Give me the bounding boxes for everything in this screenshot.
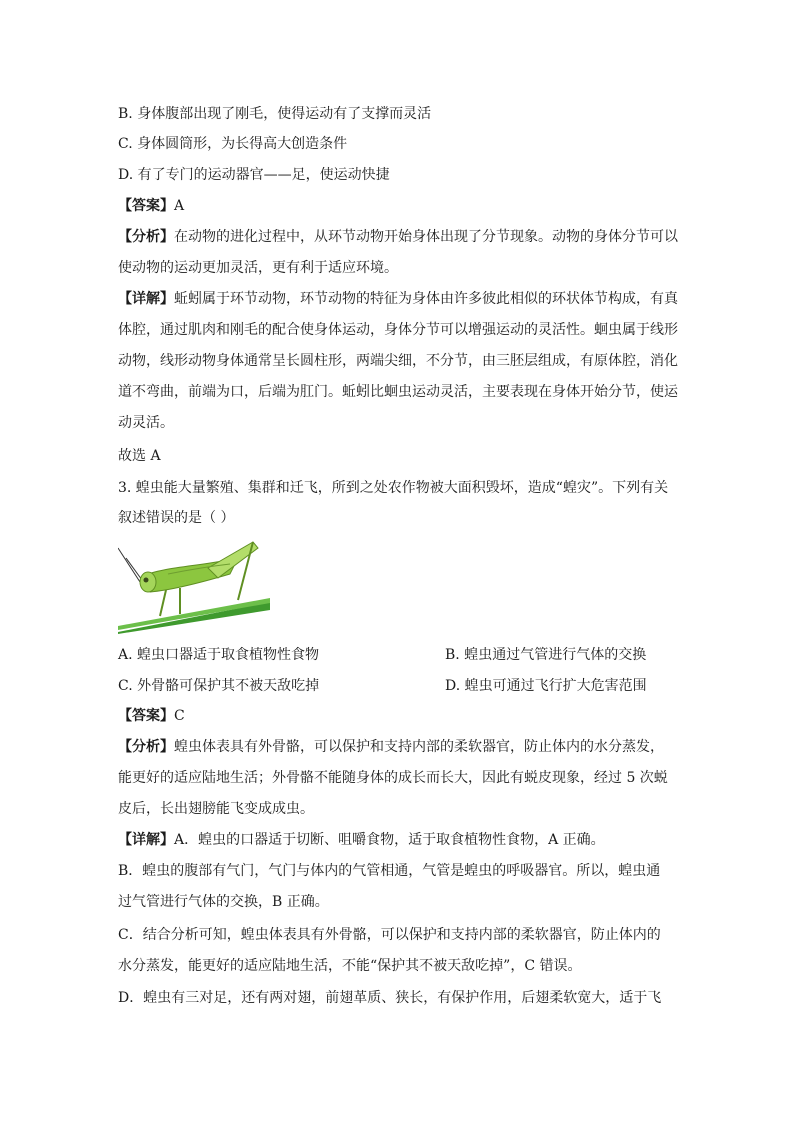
grasshopper-eye <box>144 578 149 583</box>
leaf-highlight <box>118 598 270 630</box>
antenna <box>126 558 142 580</box>
analysis-text: 在动物的进化过程中，从环节动物开始身体出现了分节现象。动物的身体分节可以 <box>174 229 678 245</box>
hind-leg <box>208 542 258 578</box>
grasshopper-image <box>118 540 270 634</box>
q2-detail-line4: 道不弯曲，前端为口，后端为肛门。蚯蚓比蛔虫运动灵活，主要表现在身体开始分节，使运 <box>118 384 678 400</box>
q3-detail-b1: B．蝗虫的腹部有气门，气门与体内的气管相通，气管是蝗虫的呼吸器官。所以，蝗虫通 <box>118 863 661 879</box>
detail-tag: 【详解】 <box>118 291 174 307</box>
analysis-tag: 【分析】 <box>118 229 174 245</box>
front-leg <box>160 590 166 616</box>
detail-tag: 【详解】 <box>118 832 174 848</box>
q2-option-d: D. 有了专门的运动器官——足，使运动快捷 <box>118 167 390 183</box>
q3-option-a: A. 蝗虫口器适于取食植物性食物 <box>118 647 320 663</box>
q2-option-c: C. 身体圆筒形，为长得高大创造条件 <box>118 136 348 152</box>
q3-option-b: B. 蝗虫通过气管进行气体的交换 <box>445 647 647 663</box>
grasshopper-head <box>140 572 156 592</box>
q2-detail-line2: 体腔，通过肌肉和刚毛的配合使身体运动，身体分节可以增强运动的灵活性。蛔虫属于线形 <box>118 322 678 338</box>
analysis-tag: 【分析】 <box>118 739 174 755</box>
detail-text: A．蝗虫的口器适于切断、咀嚼食物，适于取食植物性食物，A 正确。 <box>174 832 605 848</box>
q3-detail-c2: 水分蒸发，能更好的适应陆地生活，不能“保护其不被天敌吃掉”，C 错误。 <box>118 958 582 974</box>
q3-detail-b2: 过气管进行气体的交换，B 正确。 <box>118 894 329 910</box>
answer-value: C <box>174 708 185 724</box>
answer-tag: 【答案】 <box>118 198 174 214</box>
detail-text: 蚯蚓属于环节动物，环节动物的特征为身体由许多彼此相似的环状体节构成，有真 <box>174 291 678 307</box>
q2-detail-line1 <box>118 289 678 309</box>
q2-analysis-line2: 使动物的运动更加灵活，更有利于适应环境。 <box>118 260 398 276</box>
q2-conclusion: 故选 A <box>118 448 161 464</box>
q3-analysis-line1 <box>118 737 664 757</box>
q2-answer <box>118 196 184 216</box>
q3-detail-line1 <box>118 830 605 850</box>
q3-answer <box>118 706 185 726</box>
q2-detail-line5: 动灵活。 <box>118 415 174 431</box>
q3-analysis-line2: 能更好的适应陆地生活；外骨骼不能随身体的成长而长大，因此有蜕皮现象，经过 5 次蜕 <box>118 770 668 786</box>
analysis-text: 蝗虫体表具有外骨骼，可以保护和支持内部的柔软器官，防止体内的水分蒸发， <box>174 739 664 755</box>
q3-stem-line2: 叙述错误的是（ ） <box>118 510 235 526</box>
q3-detail-c1: C．结合分析可知，蝗虫体表具有外骨骼，可以保护和支持内部的柔软器官，防止体内的 <box>118 927 661 943</box>
q3-option-d: D. 蝗虫可通过飞行扩大危害范围 <box>445 678 647 694</box>
q3-analysis-line3: 皮后，长出翅膀能飞变成成虫。 <box>118 801 314 817</box>
q3-option-c: C. 外骨骼可保护其不被天敌吃掉 <box>118 678 320 694</box>
q3-detail-d1: D．蝗虫有三对足，还有两对翅，前翅革质、狭长，有保护作用，后翅柔软宽大，适于飞 <box>118 990 662 1006</box>
antenna <box>118 548 140 582</box>
q2-analysis-line1 <box>118 227 678 247</box>
q3-stem-line1: 3. 蝗虫能大量繁殖、集群和迁飞，所到之处农作物被大面积毁坏，造成“蝗灾”。下列有关 <box>118 480 669 496</box>
answer-value: A <box>174 198 185 214</box>
grasshopper-illustration <box>118 540 270 634</box>
answer-tag: 【答案】 <box>118 708 174 724</box>
q2-option-b: B. 身体腹部出现了刚毛，使得运动有了支撑而灵活 <box>118 106 432 122</box>
q2-detail-line3: 动物，线形动物身体通常呈长圆柱形，两端尖细，不分节，由三胚层组成，有原体腔，消化 <box>118 353 678 369</box>
